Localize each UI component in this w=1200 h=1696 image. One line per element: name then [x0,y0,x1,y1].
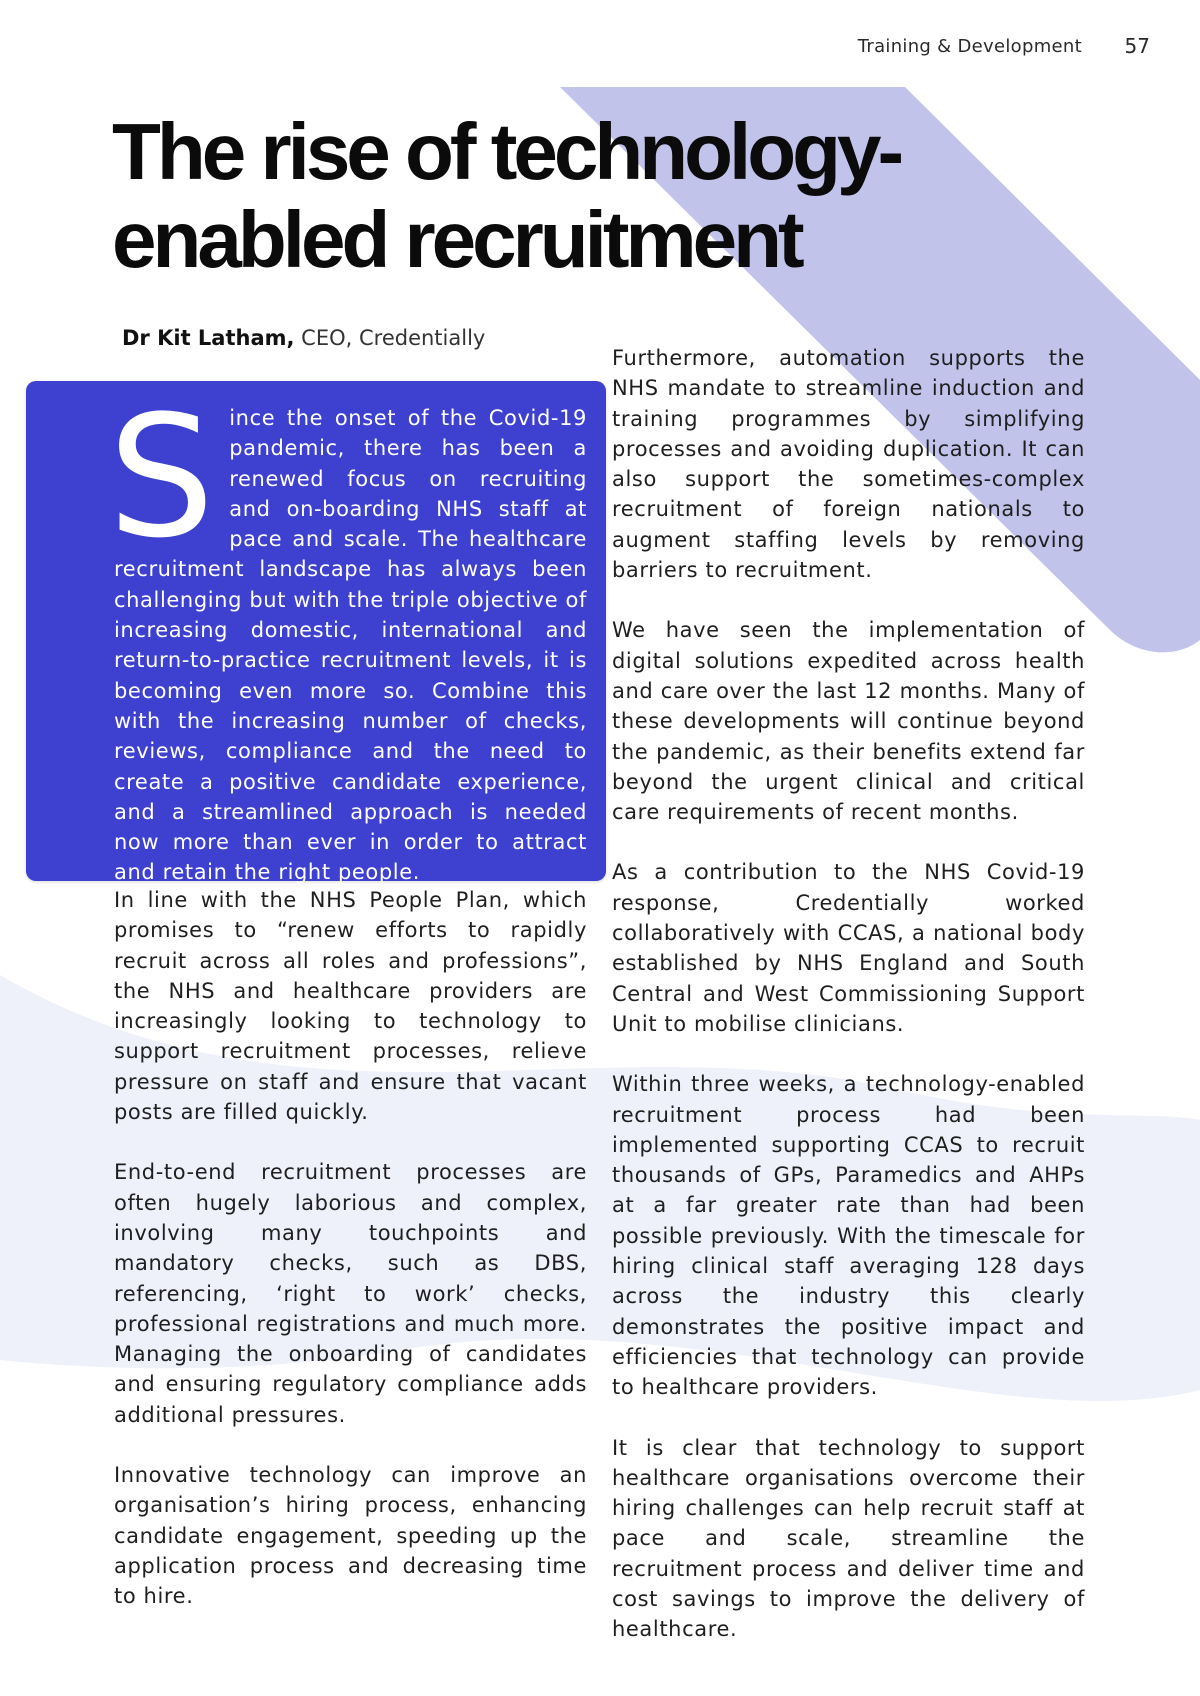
byline [122,326,485,350]
drop-cap: S [108,379,216,575]
intro-paragraph [108,379,587,888]
right-column [612,343,1085,1675]
body-paragraph: Innovative technology can improve an organisation’s hiring process, enhancing candidate engagement, speeding up the application process and decreasing time to hire. [114,1463,587,1609]
body-paragraph: It is clear that technology to support healthcare organisations overcome their hiring challenges can help recruit staff at pace and scale, streamline the recruitment process and deliver time and cost savings to improve the delivery of healthcare. [612,1435,1085,1642]
intro-text: ince the onset of the Covid-19 pandemic, there has been a renewed focus on recruiting and on-boarding NHS staff at pace and scale. The healthcare recruitment landscape has always been challenging but with the triple objective of increasing domestic, international and return-to-practice recruitment levels, it is becoming even more so. Combine this with the increasing number of checks, reviews, compliance and the need to create a positive candidate experience, and a streamlined approach is needed now more than ever in order to attract and retain the right people. [114,406,587,885]
body-paragraph: We have seen the implementation of digital solutions expedited across health and care over the last 12 months. Many of these developments will continue beyond the pandemic, as their benefits extend far beyond the urgent clinical and critical care requirements of recent months. [612,618,1085,825]
author-name: Dr Kit Latham, [122,326,295,350]
body-paragraph: End-to-end recruitment processes are often hugely laborious and complex, involving many touchpoints and mandatory checks, such as DBS, referencing, ‘right to work’ checks, professional registrations and much more. Managing the onboarding of candidates and ensuring regulatory compliance adds additional pressures. [114,1160,587,1427]
left-column [114,885,587,1642]
author-role: CEO, Credentially [294,326,486,350]
page-number: 57 [1124,34,1150,58]
article-title: The rise of technology-enabled recruitment [112,107,901,284]
intro-callout-box [26,379,606,885]
body-paragraph: Furthermore, automation supports the NHS mandate to streamline induction and training programmes by simplifying processes and avoiding duplication. It can also support the sometimes-complex recruitment of foreign nationals to augment staffing levels by removing barriers to recruitment. [612,346,1085,583]
body-paragraph: Within three weeks, a technology-enabled recruitment process had been implemented supporting CCAS to recruit thousands of GPs, Paramedics and AHPs at a far greater rate than had been possible previously. With the timescale for hiring clinical staff averaging 128 days across the industry this clearly demonstrates the positive impact and efficiencies that technology can provide to healthcare providers. [612,1072,1085,1400]
running-header [0,34,1200,60]
section-name: Training & Development [857,36,1082,57]
body-paragraph: In line with the NHS People Plan, which promises to “renew efforts to rapidly recruit across all roles and professions”, the NHS and healthcare providers are increasingly looking to technology to support recruitment processes, relieve pressure on staff and ensure that vacant posts are filled quickly. [114,888,587,1125]
body-paragraph: As a contribution to the NHS Covid-19 response, Credentially worked collaboratively with CCAS, a national body established by NHS England and South Central and West Commissioning Support Unit to mobilise clinicians. [612,860,1085,1036]
